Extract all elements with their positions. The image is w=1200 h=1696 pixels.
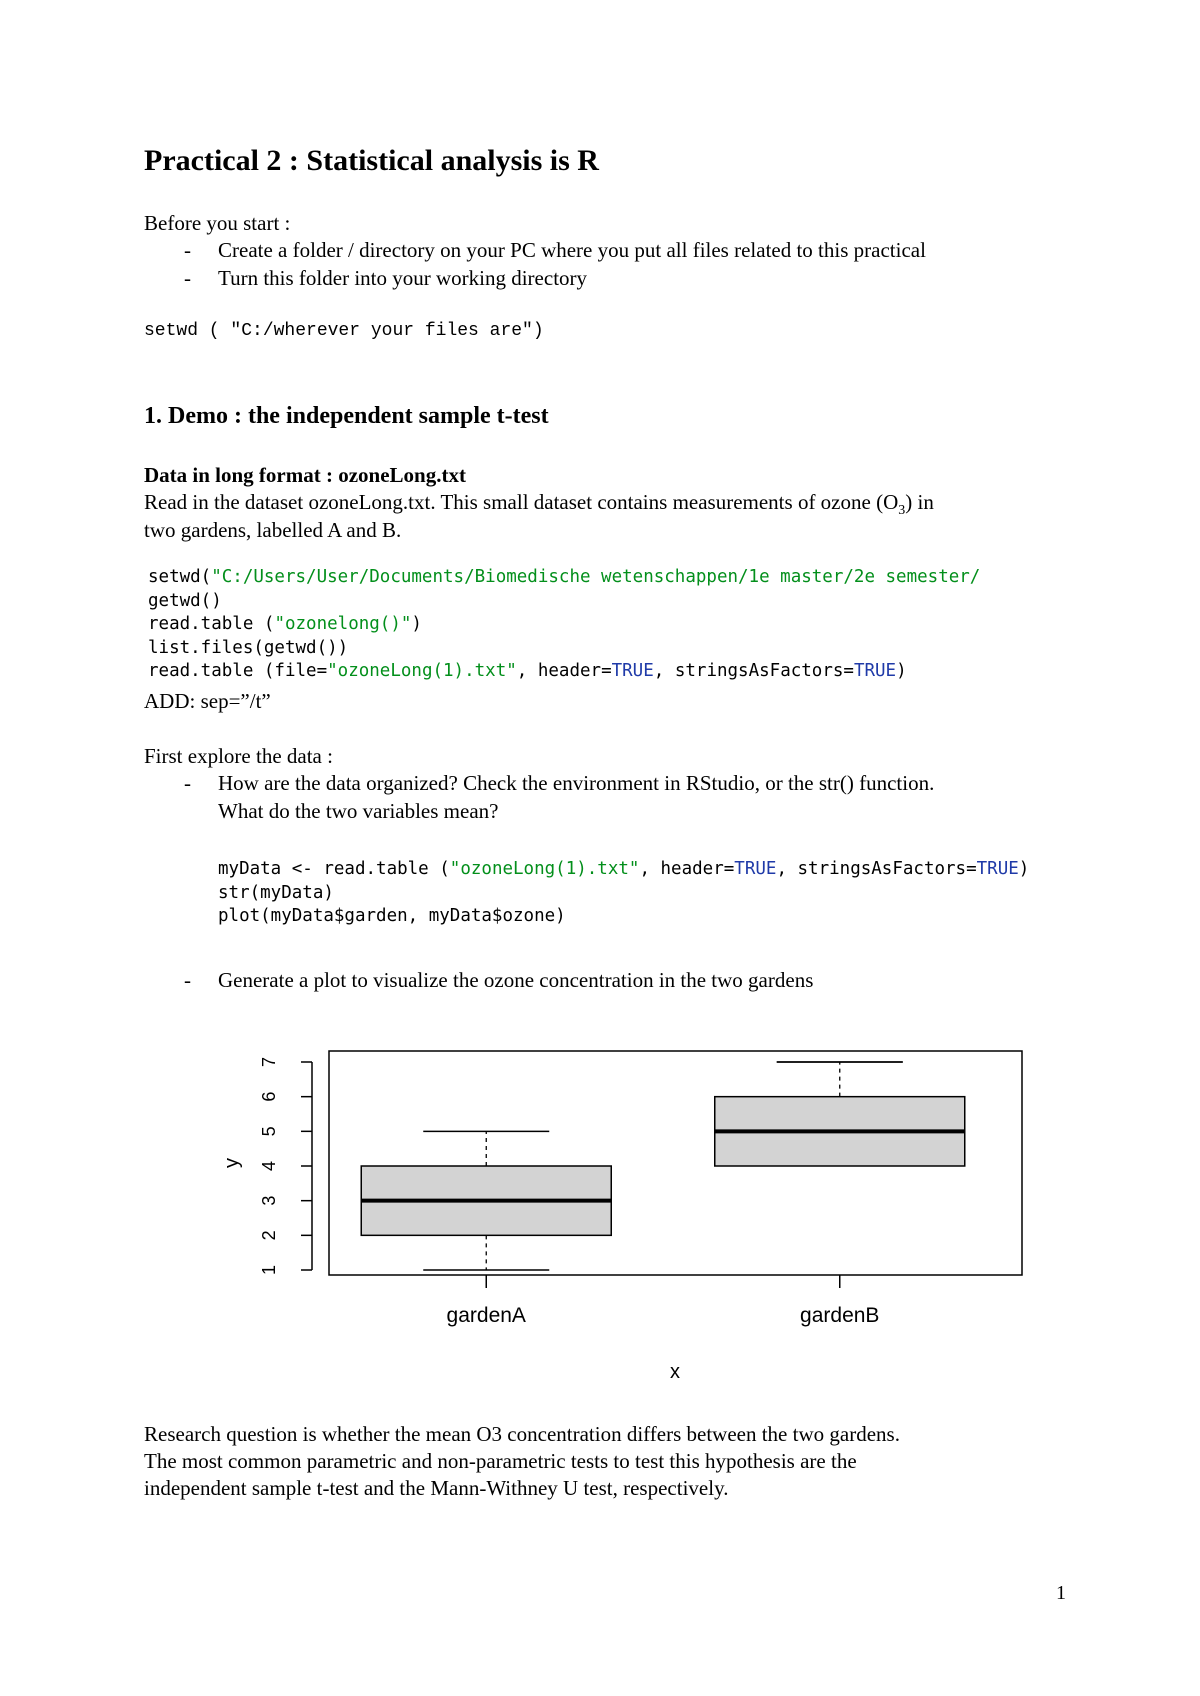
bullet-dash: - (184, 968, 191, 992)
code-line-getwd: getwd() (148, 590, 222, 611)
research-line-1: Research question is whether the mean O3 concentration differs between the two gardens. (144, 1422, 900, 1446)
page-number: 1 (1056, 1582, 1066, 1604)
paragraph-text: Read in the dataset ozoneLong.txt. This small dataset contains measurements of ozone (O (144, 490, 899, 514)
y-ticks (259, 1057, 312, 1275)
y-tick-label: 3 (258, 1195, 279, 1206)
box-gardenB (715, 1062, 965, 1166)
explore-bullet-1-text: How are the data organized? Check the environment in RStudio, or the str() function. (218, 771, 935, 795)
y-tick-label: 1 (258, 1264, 279, 1276)
dataset-paragraph-line-2: two gardens, labelled A and B. (144, 518, 402, 542)
code-line-setwd: setwd("C:/Users/User/Documents/Biomedische wetenschappen/1e master/2e semester/ (148, 567, 981, 587)
code-line-read-table-file: read.table (file="ozoneLong(1).txt", header=TRUE, stringsAsFactors=TRUE) (148, 661, 907, 681)
boxplot-chart (200, 1030, 1060, 1390)
y-tick-label: 7 (258, 1056, 279, 1068)
x-ticks (447, 1275, 880, 1327)
research-line-3: independent sample t-test and the Mann-Withney U test, respectively. (144, 1476, 729, 1500)
y-axis-label: y (221, 1158, 243, 1168)
research-line-2: The most common parametric and non-parametric tests to test this hypothesis are the (144, 1449, 857, 1473)
y-tick-label: 4 (258, 1160, 279, 1172)
x-axis-label: x (670, 1361, 680, 1383)
explore-lead: First explore the data : (144, 744, 333, 768)
data-subheading: Data in long format : ozoneLong.txt (144, 463, 466, 487)
intro-bullet-2: Turn this folder into your working directory (218, 266, 588, 290)
code-line-plot: plot(myData$garden, myData$ozone) (218, 906, 566, 926)
r-code-block (148, 566, 980, 684)
y-tick-label: 6 (258, 1091, 279, 1102)
bullet-dash: - (184, 238, 191, 262)
y-tick-label: 2 (258, 1230, 279, 1241)
code-line-read-table: read.table ("ozonelong()") (148, 614, 422, 634)
explore-bullet-2-text: Generate a plot to visualize the ozone concentration in the two gardens (218, 968, 814, 992)
explore-bullet-1-cont: What do the two variables mean? (218, 799, 499, 823)
add-note: ADD: sep=”/t” (144, 689, 271, 713)
subscript-3: 3 (898, 503, 906, 519)
code-line-list-files: list.files(getwd()) (148, 637, 349, 658)
x-tick-label: gardenB (800, 1304, 880, 1327)
setwd-code: setwd ( "C:/wherever your files are") (144, 321, 544, 341)
section-heading: 1. Demo : the independent sample t-test (144, 403, 549, 429)
x-tick-label: gardenA (446, 1304, 526, 1327)
page-title: Practical 2 : Statistical analysis is R (144, 144, 599, 177)
code-line-str: str(myData) (218, 882, 334, 903)
boxes (361, 1062, 965, 1270)
paragraph-text-end: ) in (905, 490, 934, 514)
bullet-dash: - (184, 266, 191, 290)
box-gardenA (361, 1131, 611, 1270)
y-tick-label: 5 (258, 1126, 279, 1137)
code-line-mydata: myData <- read.table ("ozoneLong(1).txt", header=TRUE, stringsAsFactors=TRUE) (218, 859, 1030, 879)
r-code-block-explore (218, 858, 1029, 929)
bullet-dash: - (184, 771, 191, 795)
intro-bullet-1: Create a folder / directory on your PC where you put all files related to this practical (218, 238, 926, 262)
intro-lead: Before you start : (144, 211, 291, 235)
